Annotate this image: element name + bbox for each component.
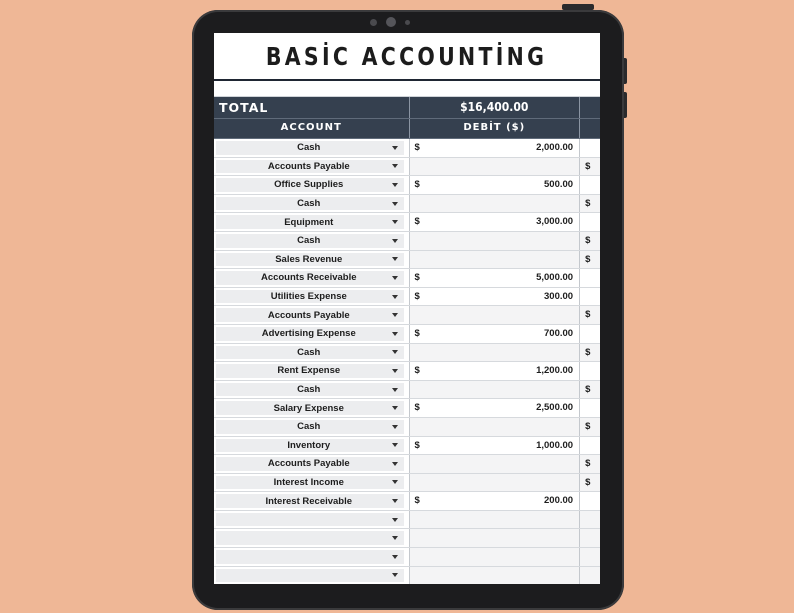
account-name: Interest Income	[273, 476, 344, 488]
debit-cell[interactable]	[410, 232, 581, 250]
total-value: $16,400.00	[460, 100, 529, 114]
ledger-table	[214, 97, 600, 584]
chevron-down-icon[interactable]	[392, 220, 398, 224]
debit-currency-symbol: $	[414, 439, 420, 451]
debit-currency-symbol: $	[414, 216, 420, 228]
debit-cell[interactable]	[410, 306, 581, 324]
table-row	[214, 492, 600, 511]
debit-amount: 1,200.00	[536, 365, 574, 377]
debit-column-header: DEBİT ($)	[463, 122, 526, 133]
debit-amount: 700.00	[544, 327, 574, 339]
table-row	[214, 381, 600, 400]
chevron-down-icon[interactable]	[392, 425, 398, 429]
account-name: Inventory	[287, 439, 331, 451]
credit-currency-symbol: $	[585, 234, 591, 246]
credit-cell[interactable]	[580, 232, 600, 250]
credit-cell[interactable]	[580, 548, 600, 566]
table-row	[214, 213, 600, 232]
table-row	[214, 567, 600, 584]
credit-cell[interactable]	[580, 158, 600, 176]
debit-cell[interactable]	[410, 251, 581, 269]
credit-cell[interactable]	[580, 325, 600, 343]
chevron-down-icon[interactable]	[392, 350, 398, 354]
credit-cell[interactable]	[580, 455, 600, 473]
table-row	[214, 511, 600, 530]
account-dropdown[interactable]	[216, 383, 404, 397]
account-dropdown[interactable]	[216, 160, 404, 174]
account-name: Rent Expense	[277, 365, 341, 377]
account-dropdown[interactable]	[216, 531, 404, 545]
table-row	[214, 529, 600, 548]
debit-currency-symbol: $	[414, 142, 420, 153]
account-name: Cash	[297, 421, 321, 433]
account-name: Cash	[297, 142, 321, 154]
account-name: Accounts Payable	[267, 458, 350, 470]
credit-currency-symbol: $	[585, 420, 591, 432]
account-name: Cash	[297, 346, 321, 358]
account-name: Accounts Payable	[267, 309, 350, 321]
debit-currency-symbol: $	[414, 290, 420, 302]
credit-cell[interactable]	[580, 567, 600, 584]
debit-cell[interactable]	[410, 399, 581, 417]
table-row	[214, 176, 600, 195]
credit-currency-symbol: $	[585, 253, 591, 265]
account-name: Sales Revenue	[275, 253, 343, 265]
chevron-down-icon[interactable]	[392, 257, 398, 261]
account-name: Cash	[297, 384, 321, 396]
credit-currency-symbol: $	[585, 458, 591, 470]
chevron-down-icon[interactable]	[392, 462, 398, 466]
sensor-icon	[370, 19, 377, 26]
credit-cell[interactable]	[580, 269, 600, 287]
spacer-row	[214, 81, 600, 97]
debit-currency-symbol: $	[414, 327, 420, 339]
debit-currency-symbol: $	[414, 179, 420, 191]
account-dropdown[interactable]	[216, 457, 404, 471]
account-dropdown[interactable]	[216, 569, 404, 583]
table-row	[214, 418, 600, 437]
credit-currency-symbol: $	[585, 383, 591, 395]
spreadsheet-screen	[214, 33, 600, 584]
credit-cell[interactable]	[580, 251, 600, 269]
table-row	[214, 288, 600, 307]
credit-currency-symbol: $	[585, 476, 591, 488]
chevron-down-icon[interactable]	[392, 388, 398, 392]
account-name: Office Supplies	[274, 179, 344, 191]
credit-cell[interactable]	[580, 492, 600, 510]
chevron-down-icon[interactable]	[392, 443, 398, 447]
debit-cell[interactable]	[410, 437, 581, 455]
table-row	[214, 325, 600, 344]
debit-cell[interactable]	[410, 195, 581, 213]
chevron-down-icon[interactable]	[392, 276, 398, 280]
account-dropdown[interactable]	[216, 513, 404, 527]
account-dropdown[interactable]	[216, 290, 404, 304]
table-row	[214, 158, 600, 177]
credit-cell[interactable]	[580, 437, 600, 455]
debit-cell[interactable]	[410, 344, 581, 362]
credit-cell[interactable]	[580, 381, 600, 399]
debit-cell[interactable]	[410, 567, 581, 584]
debit-cell[interactable]	[410, 511, 581, 529]
debit-cell[interactable]	[410, 176, 581, 194]
table-row	[214, 362, 600, 381]
debit-amount: 500.00	[544, 179, 574, 191]
chevron-down-icon[interactable]	[392, 573, 398, 577]
chevron-down-icon[interactable]	[392, 146, 398, 150]
account-dropdown[interactable]	[216, 494, 404, 508]
debit-cell[interactable]	[410, 269, 581, 287]
debit-amount: 300.00	[544, 290, 574, 302]
table-row	[214, 306, 600, 325]
account-dropdown[interactable]	[216, 141, 404, 155]
debit-amount: 1,000.00	[536, 439, 574, 451]
table-row	[214, 195, 600, 214]
credit-currency-symbol: $	[585, 197, 591, 209]
account-dropdown[interactable]	[216, 197, 404, 211]
table-row	[214, 399, 600, 418]
credit-cell[interactable]	[580, 344, 600, 362]
debit-amount: 2,500.00	[536, 402, 574, 414]
table-row	[214, 232, 600, 251]
account-dropdown[interactable]	[216, 476, 404, 490]
table-row	[214, 269, 600, 288]
debit-cell[interactable]	[410, 325, 581, 343]
debit-currency-symbol: $	[414, 495, 420, 507]
account-name: Cash	[297, 235, 321, 247]
credit-cell[interactable]	[580, 362, 600, 380]
light-sensor-icon	[405, 20, 410, 25]
table-row	[214, 437, 600, 456]
chevron-down-icon[interactable]	[392, 480, 398, 484]
credit-cell[interactable]	[580, 529, 600, 547]
debit-cell[interactable]	[410, 548, 581, 566]
credit-cell[interactable]	[580, 511, 600, 529]
account-dropdown[interactable]	[216, 253, 404, 267]
account-dropdown[interactable]	[216, 234, 404, 248]
credit-cell[interactable]	[580, 213, 600, 231]
chevron-down-icon[interactable]	[392, 183, 398, 187]
chevron-down-icon[interactable]	[392, 406, 398, 410]
total-row	[214, 97, 600, 119]
page-title: BASİC ACCOUNTİNG	[266, 41, 548, 71]
debit-cell[interactable]	[410, 418, 581, 436]
account-name: Cash	[297, 198, 321, 210]
title-bar	[214, 33, 600, 81]
debit-amount: 5,000.00	[536, 272, 574, 284]
credit-currency-symbol: $	[585, 346, 591, 358]
debit-currency-symbol: $	[414, 272, 420, 284]
camera-icon	[386, 17, 396, 27]
table-row	[214, 474, 600, 493]
chevron-down-icon[interactable]	[392, 332, 398, 336]
credit-cell[interactable]	[580, 176, 600, 194]
chevron-down-icon[interactable]	[392, 536, 398, 540]
account-dropdown[interactable]	[216, 439, 404, 453]
debit-currency-symbol: $	[414, 402, 420, 414]
debit-cell[interactable]	[410, 529, 581, 547]
chevron-down-icon[interactable]	[392, 239, 398, 243]
debit-cell[interactable]	[410, 362, 581, 380]
debit-cell[interactable]	[410, 381, 581, 399]
total-label: TOTAL	[219, 100, 269, 115]
column-header-row	[214, 119, 600, 139]
debit-cell[interactable]	[410, 492, 581, 510]
account-dropdown[interactable]	[216, 401, 404, 415]
chevron-down-icon[interactable]	[392, 499, 398, 503]
debit-cell[interactable]	[410, 139, 581, 157]
account-name: Equipment	[284, 216, 334, 228]
debit-currency-symbol: $	[414, 365, 420, 377]
chevron-down-icon[interactable]	[392, 202, 398, 206]
account-dropdown[interactable]	[216, 420, 404, 434]
chevron-down-icon[interactable]	[392, 164, 398, 168]
credit-cell[interactable]	[580, 399, 600, 417]
credit-cell[interactable]	[580, 288, 600, 306]
account-dropdown[interactable]	[216, 550, 404, 564]
table-row	[214, 251, 600, 270]
account-dropdown[interactable]	[216, 346, 404, 360]
account-dropdown[interactable]	[216, 215, 404, 229]
account-dropdown[interactable]	[216, 178, 404, 192]
chevron-down-icon[interactable]	[392, 313, 398, 317]
credit-currency-symbol: $	[585, 309, 591, 321]
credit-currency-symbol: $	[585, 160, 591, 172]
table-row	[214, 139, 600, 158]
table-row	[214, 455, 600, 474]
debit-amount: 2,000.00	[536, 142, 574, 153]
table-row	[214, 344, 600, 363]
debit-amount: 200.00	[544, 495, 574, 507]
chevron-down-icon[interactable]	[392, 555, 398, 559]
account-name: Accounts Payable	[267, 160, 350, 172]
account-name: Advertising Expense	[261, 328, 356, 340]
credit-cell[interactable]	[580, 306, 600, 324]
debit-amount: 3,000.00	[536, 216, 574, 228]
credit-cell[interactable]	[580, 474, 600, 492]
credit-cell[interactable]	[580, 139, 600, 157]
table-row	[214, 548, 600, 567]
debit-cell[interactable]	[410, 158, 581, 176]
account-dropdown[interactable]	[216, 271, 404, 285]
account-dropdown[interactable]	[216, 364, 404, 378]
account-name: Salary Expense	[273, 402, 344, 414]
debit-cell[interactable]	[410, 288, 581, 306]
credit-cell[interactable]	[580, 195, 600, 213]
credit-cell[interactable]	[580, 418, 600, 436]
account-name: Utilities Expense	[270, 291, 347, 303]
debit-cell[interactable]	[410, 474, 581, 492]
debit-cell[interactable]	[410, 455, 581, 473]
account-dropdown[interactable]	[216, 327, 404, 341]
chevron-down-icon[interactable]	[392, 518, 398, 522]
account-dropdown[interactable]	[216, 308, 404, 322]
chevron-down-icon[interactable]	[392, 295, 398, 299]
account-name: Accounts Receivable	[260, 272, 357, 284]
debit-cell[interactable]	[410, 213, 581, 231]
account-column-header: ACCOUNT	[280, 122, 342, 133]
chevron-down-icon[interactable]	[392, 369, 398, 373]
account-name: Interest Receivable	[265, 495, 353, 507]
